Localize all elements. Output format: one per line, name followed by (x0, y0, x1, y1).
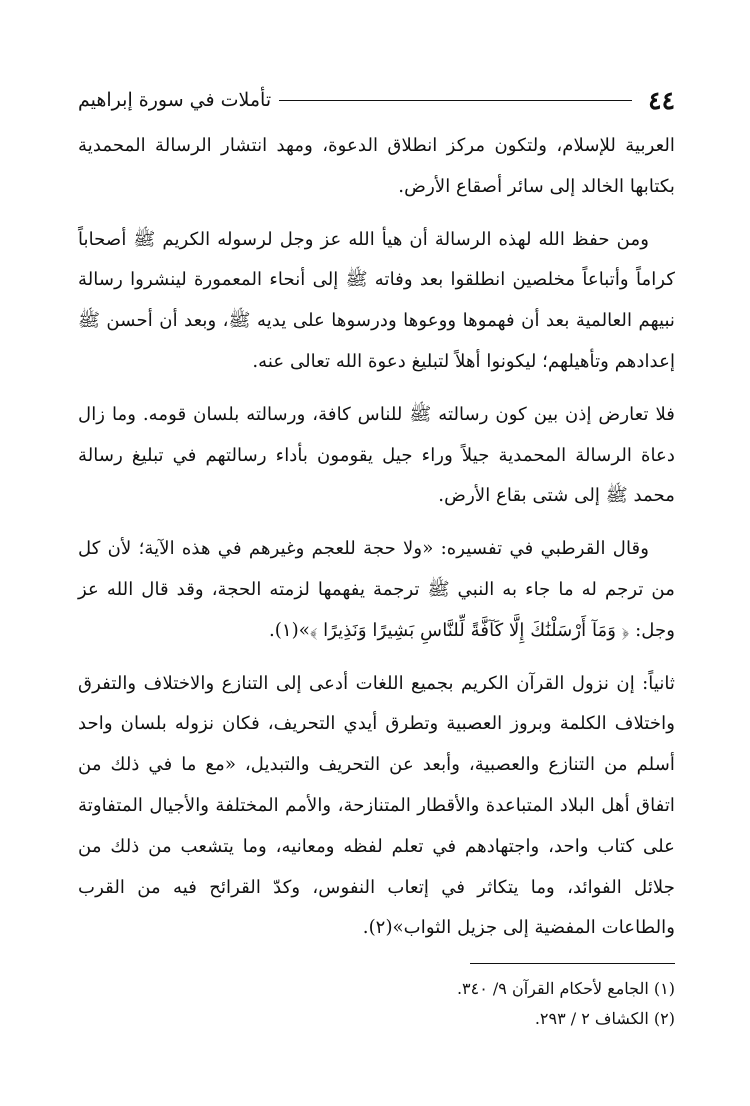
running-header (78, 82, 675, 118)
page-number: ٤٤ (648, 85, 675, 115)
body-text (78, 126, 675, 949)
paragraph-companions: ومن حفظ الله لهذه الرسالة أن هيأ الله عز وجل لرسوله الكريم ﷺ أصحاباً كراماً وأتباعاً مخلصين انطلقوا بعد وفاته ﷺ إلى أنحاء المعمورة لينشروا رسالة نبيهم العالمية بعد أن فهموها ووعوها ودرسوها على يديه ﷺ، وبعد أن أحسن ﷺ إعدادهم وتأهيلهم؛ ليكونوا أهلاً لتبليغ دعوة الله تعالى عنه. (78, 228, 675, 372)
header-rule (279, 100, 632, 101)
paragraph-secondly: ثانياً: إن نزول القرآن الكريم بجميع اللغات أدعى إلى التنازع والاختلاف والتفرق واختلاف الكلمة وبروز العصبية وتطرق أيدي التحريف، فكان نزوله بلسان واحد أسلم من التنازع والعصبية، وأبعد عن التحريف والتبديل، «مع ما في ذلك من اتفاق أهل البلاد المتباعدة والأقطار المتنازحة، والأمم المختلفة والأجيال المتفاوتة على كتاب واحد، واجتهادهم في تعلم لفظه ومعانيه، وما يتشعب من ذلك من جلائل الفوائد، وما يتكاثر في إتعاب النفوس، وكدّ القرائح فيه من القرب والطاعات المفضية إلى جزيل الثواب»(٢). (78, 672, 675, 939)
paragraph-qurtubi-quote: وقال القرطبي في تفسيره: «ولا حجة للعجم وغيرهم في هذه الآية؛ لأن كل من ترجم له ما جاء به النبي ﷺ ترجمة يفهمها لزمته الحجة، وقد قال الله عز وجل: ﴿ وَمَآ أَرْسَلْنَٰكَ إِلَّا كَآفَّةً لِّلنَّاسِ بَشِيرًا وَنَذِيرًا ﴾»(١). (78, 538, 675, 641)
book-title: تأملات في سورة إبراهيم (78, 89, 272, 111)
footnote-rule (470, 963, 675, 964)
paragraph-continuation: العربية للإسلام، ولتكون مركز انطلاق الدعوة، ومهد انتشار الرسالة المحمدية بكتابها الخالد إلى سائر أصقاع الأرض. (78, 135, 675, 197)
footnote-2: (٢) الكشاف ٢ / ٢٩٣. (534, 1009, 675, 1029)
footnotes (78, 974, 675, 1034)
book-page (78, 82, 675, 1034)
paragraph-no-contradiction: فلا تعارض إذن بين كون رسالته ﷺ للناس كافة، ورسالته بلسان قومه. وما زال دعاة الرسالة المحمدية جيلاً وراء جيل يقومون بأداء رسالتهم في تبليغ رسالة محمد ﷺ إلى شتى بقاع الأرض. (78, 403, 675, 507)
footnote-1: (١) الجامع لأحكام القرآن ٩/ ٣٤٠. (456, 979, 675, 999)
